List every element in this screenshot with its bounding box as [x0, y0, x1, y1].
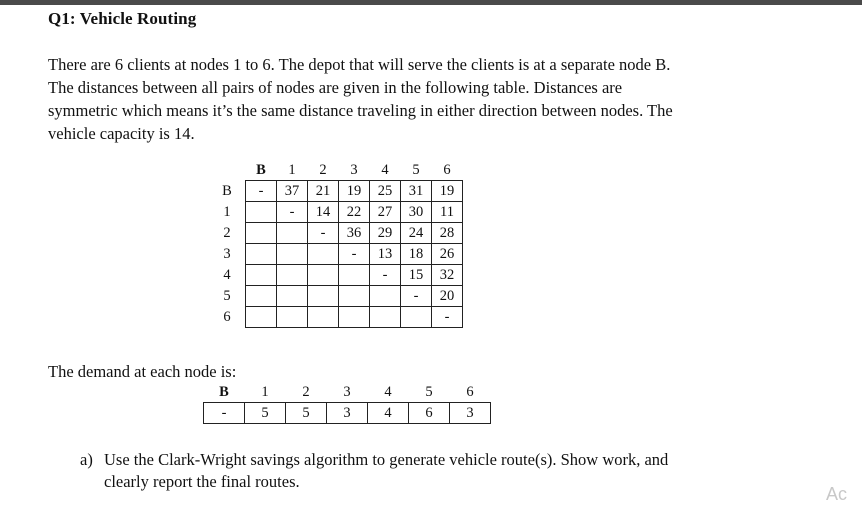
column-header: 6	[466, 384, 474, 400]
demand-header-row	[204, 382, 491, 403]
table-cell	[246, 265, 277, 286]
table-cell: 27	[370, 202, 401, 223]
table-cell: -	[432, 307, 463, 328]
table-cell	[308, 307, 339, 328]
table-cell: 36	[339, 223, 370, 244]
table-cell: 32	[432, 265, 463, 286]
table-cell	[339, 286, 370, 307]
table-cell: 21	[308, 181, 339, 202]
table-cell: 19	[339, 181, 370, 202]
table-cell	[370, 286, 401, 307]
table-cell: -	[401, 286, 432, 307]
column-header: 2	[319, 162, 327, 178]
table-cell	[308, 244, 339, 265]
column-header: 5	[425, 384, 433, 400]
demand-cell: 3	[450, 403, 491, 424]
column-header: 4	[384, 384, 392, 400]
table-cell	[308, 265, 339, 286]
column-header: 5	[412, 162, 420, 178]
table-cell	[370, 307, 401, 328]
table-cell: 15	[401, 265, 432, 286]
demand-cell: 6	[409, 403, 450, 424]
corner-watermark-text: Ac	[826, 484, 848, 504]
question-text-line: clearly report the final routes.	[104, 472, 300, 491]
table-cell: 37	[277, 181, 308, 202]
distance-header-row	[209, 160, 463, 181]
table-cell	[246, 223, 277, 244]
column-header: 2	[302, 384, 310, 400]
table-cell: 29	[370, 223, 401, 244]
column-header: B	[219, 384, 229, 400]
description-line: symmetric which means it’s the same distance traveling in either direction between nodes. The	[48, 101, 673, 120]
table-cell: -	[370, 265, 401, 286]
table-cell	[246, 202, 277, 223]
table-cell	[277, 307, 308, 328]
demand-values-row	[204, 403, 491, 424]
table-cell	[401, 307, 432, 328]
table-row	[209, 307, 463, 328]
table-cell: -	[277, 202, 308, 223]
column-header: 3	[343, 384, 351, 400]
table-cell	[277, 265, 308, 286]
table-cell	[277, 286, 308, 307]
table-cell	[246, 286, 277, 307]
table-corner	[209, 160, 246, 181]
question-title: Q1: Vehicle Routing	[48, 9, 197, 28]
row-header: B	[222, 183, 232, 199]
column-header: 6	[443, 162, 451, 178]
column-header: 3	[350, 162, 358, 178]
table-cell: 18	[401, 244, 432, 265]
table-cell: 13	[370, 244, 401, 265]
demand-cell: -	[204, 403, 245, 424]
table-cell: 24	[401, 223, 432, 244]
row-header: 4	[223, 267, 231, 283]
table-row	[209, 181, 463, 202]
description-line: The distances between all pairs of nodes are given in the following table. Distances are	[48, 78, 623, 97]
row-header: 1	[223, 204, 231, 220]
table-cell: 11	[432, 202, 463, 223]
table-cell: 22	[339, 202, 370, 223]
column-header: 1	[261, 384, 269, 400]
table-cell	[339, 265, 370, 286]
demand-cell: 5	[245, 403, 286, 424]
table-row	[209, 223, 463, 244]
table-cell: 19	[432, 181, 463, 202]
description-line: There are 6 clients at nodes 1 to 6. The depot that will serve the clients is at a separate node B.	[48, 55, 671, 74]
description-line: vehicle capacity is 14.	[48, 124, 195, 143]
table-cell: 14	[308, 202, 339, 223]
row-header: 6	[223, 309, 231, 325]
problem-description	[48, 53, 828, 145]
table-cell: -	[308, 223, 339, 244]
question-text-line: Use the Clark-Wright savings algorithm to generate vehicle route(s). Show work, and	[104, 450, 669, 469]
table-cell: 28	[432, 223, 463, 244]
table-cell	[246, 307, 277, 328]
table-cell: 26	[432, 244, 463, 265]
demand-cell: 3	[327, 403, 368, 424]
demand-cell: 4	[368, 403, 409, 424]
table-cell: 25	[370, 181, 401, 202]
table-cell	[246, 244, 277, 265]
distance-table	[209, 160, 463, 328]
demand-cell: 5	[286, 403, 327, 424]
table-cell: -	[339, 244, 370, 265]
table-cell	[277, 223, 308, 244]
row-header: 2	[223, 225, 231, 241]
table-cell: 31	[401, 181, 432, 202]
column-header: 4	[381, 162, 389, 178]
row-header: 5	[223, 288, 231, 304]
table-cell: -	[246, 181, 277, 202]
top-border	[0, 0, 862, 5]
table-cell	[277, 244, 308, 265]
table-cell: 20	[432, 286, 463, 307]
column-header: 1	[288, 162, 296, 178]
table-row	[209, 202, 463, 223]
question-label: a)	[80, 450, 93, 469]
table-row	[209, 244, 463, 265]
table-row	[209, 286, 463, 307]
column-header: B	[256, 162, 266, 178]
table-row	[209, 265, 463, 286]
row-header: 3	[223, 246, 231, 262]
table-cell	[308, 286, 339, 307]
question-part-a	[80, 449, 668, 493]
demand-label: The demand at each node is:	[48, 362, 237, 381]
table-cell: 30	[401, 202, 432, 223]
table-cell	[339, 307, 370, 328]
demand-table	[203, 382, 491, 424]
